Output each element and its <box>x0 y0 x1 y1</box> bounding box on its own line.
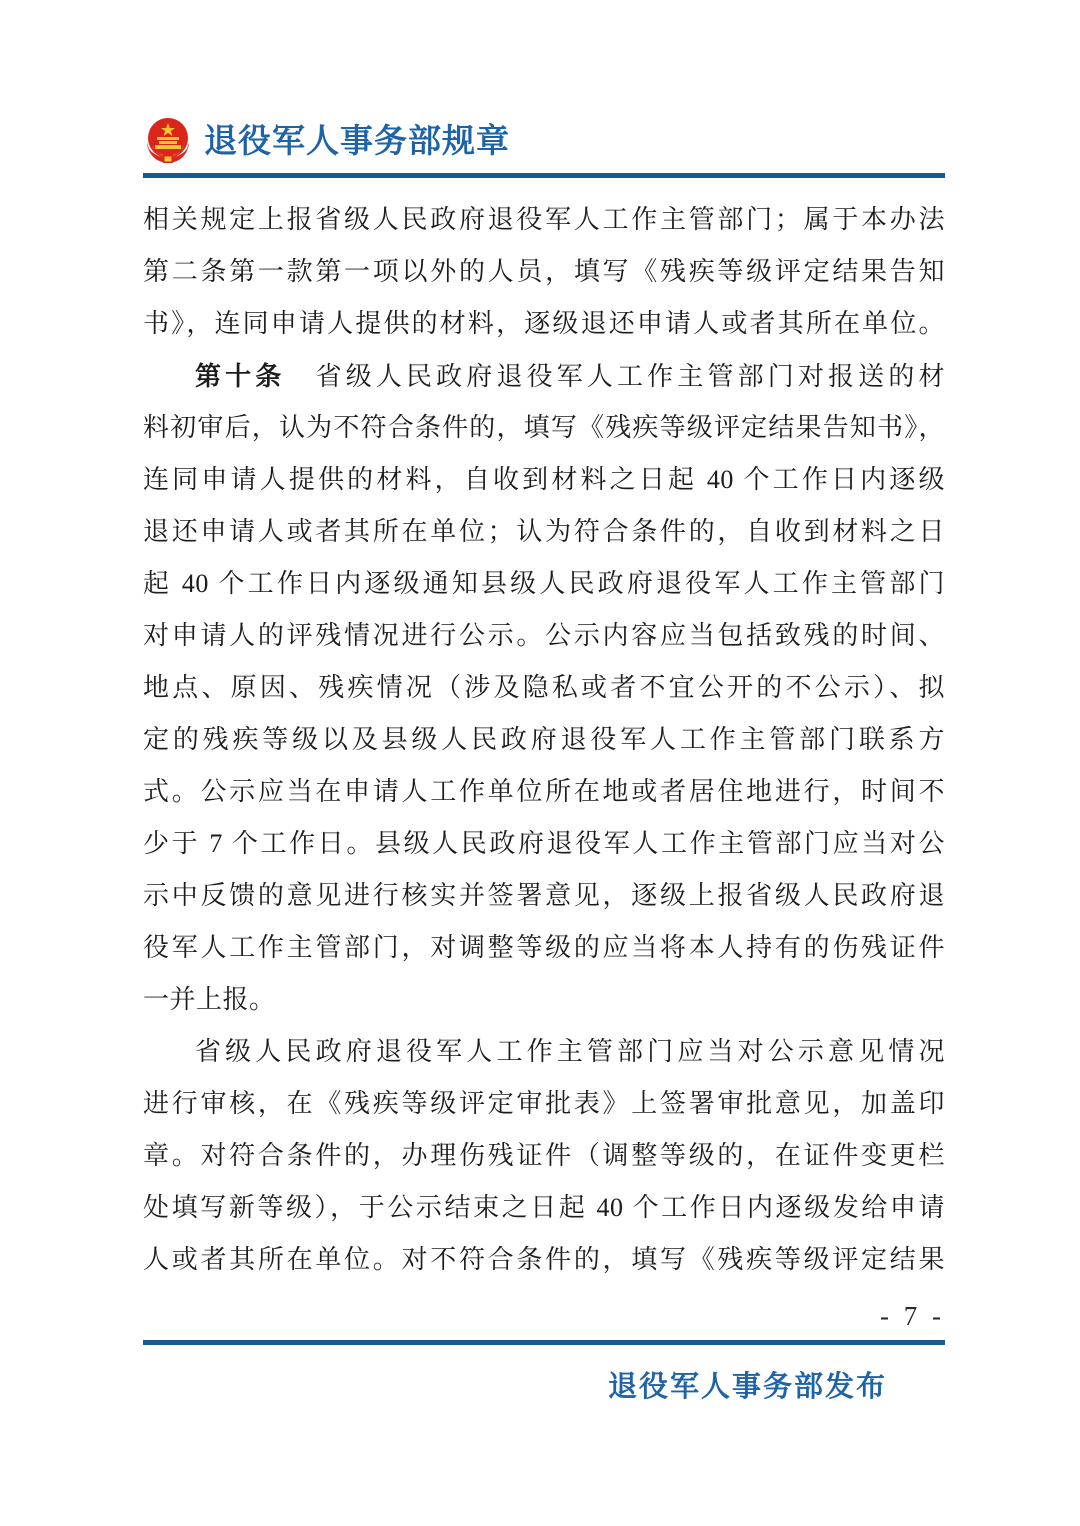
text-line: 式。公示应当在申请人工作单位所在地或者居住地进行，时间不 <box>143 777 945 806</box>
footer-divider <box>143 1340 945 1345</box>
text-line: 章。对符合条件的，办理伤残证件（调整等级的，在证件变更栏 <box>143 1141 945 1170</box>
national-emblem-icon <box>143 115 193 167</box>
header-divider <box>143 173 945 178</box>
header-title: 退役军人事务部规章 <box>204 122 510 159</box>
text-line: 书》，连同申请人提供的材料，逐级退还申请人或者其所在单位。 <box>143 309 945 338</box>
text-line: 省级人民政府退役军人工作主管部门应当对公示意见情况 <box>195 1037 945 1066</box>
text-line: 连同申请人提供的材料，自收到材料之日起 40 个工作日内逐级 <box>143 465 945 494</box>
text-line: 役军人工作主管部门，对调整等级的应当将本人持有的伤残证件 <box>143 933 945 962</box>
article-number: 第十条 <box>195 361 286 391</box>
page-number: - 7 - <box>880 1301 945 1331</box>
text-line: 一并上报。 <box>143 985 276 1014</box>
page-header <box>143 114 945 168</box>
text-line: 对申请人的评残情况进行公示。公示内容应当包括致残的时间、 <box>143 621 945 650</box>
text-line: 起 40 个工作日内逐级通知县级人民政府退役军人工作主管部门 <box>143 569 945 598</box>
content-column <box>143 0 945 1407</box>
text-line: 处填写新等级），于公示结束之日起 40 个工作日内逐级发给申请 <box>143 1193 945 1222</box>
text-line: 示中反馈的意见进行核实并签署意见，逐级上报省级人民政府退 <box>143 881 945 910</box>
text-line: 人或者其所在单位。对不符合条件的，填写《残疾等级评定结果 <box>143 1245 945 1274</box>
text-line: 相关规定上报省级人民政府退役军人工作主管部门；属于本办法 <box>143 205 945 234</box>
text-line: 地点、原因、残疾情况（涉及隐私或者不宜公开的不公示）、拟 <box>143 673 945 702</box>
publisher-label: 退役军人事务部发布 <box>607 1371 887 1403</box>
text-line: 进行审核，在《残疾等级评定审批表》上签署审批意见，加盖印 <box>143 1089 945 1118</box>
text-line: 第十条 省级人民政府退役军人工作主管部门对报送的材 <box>195 361 945 391</box>
text-line: 定的残疾等级以及县级人民政府退役军人工作主管部门联系方 <box>143 725 945 754</box>
text-line: 退还申请人或者其所在单位；认为符合条件的，自收到材料之日 <box>143 517 945 546</box>
text-line: 料初审后，认为不符合条件的，填写《残疾等级评定结果告知书》， <box>143 413 945 442</box>
document-body <box>143 194 945 1286</box>
text-line: 第二条第一款第一项以外的人员，填写《残疾等级评定结果告知 <box>143 257 945 286</box>
text-line: 少于 7 个工作日。县级人民政府退役军人工作主管部门应当对公 <box>143 829 945 858</box>
